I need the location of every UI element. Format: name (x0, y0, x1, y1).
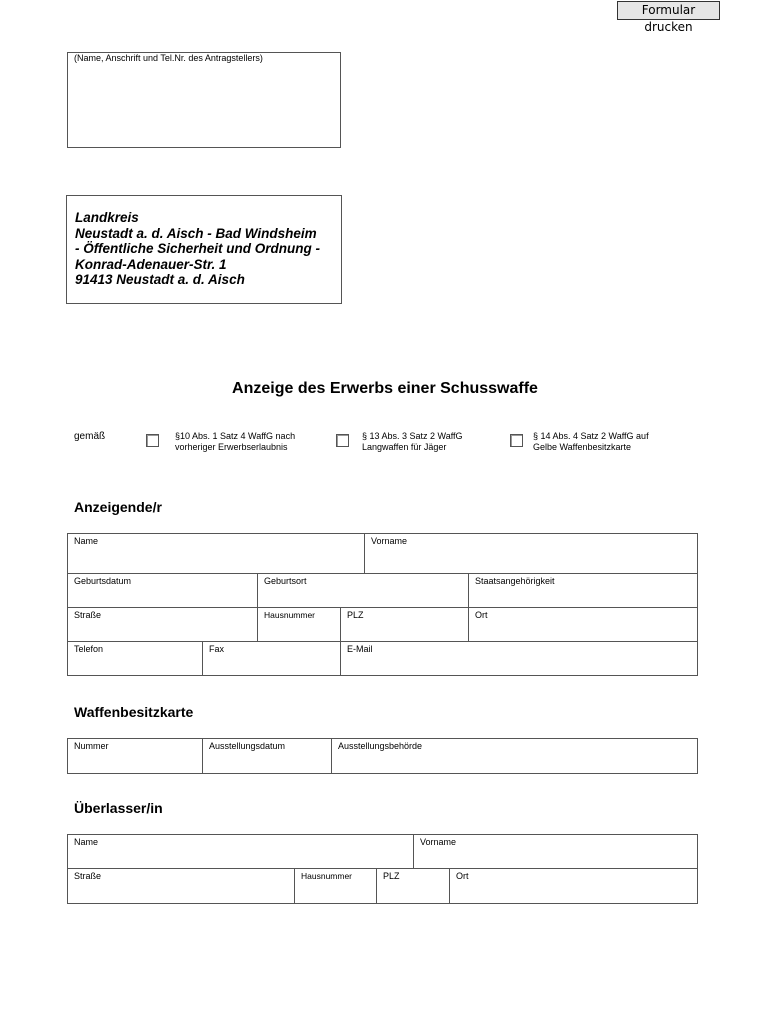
option-2-line-1: § 13 Abs. 3 Satz 2 WaffG (362, 431, 463, 441)
field-vorname-label: Vorname (371, 536, 408, 546)
field-plz-label: PLZ (347, 610, 364, 620)
address-line-2: Neustadt a. d. Aisch - Bad Windsheim (75, 225, 317, 241)
form-title: Anzeige des Erwerbs einer Schusswaffe (232, 380, 538, 397)
field-ueberlasser-strasse-label: Straße (74, 871, 102, 881)
option-1-line-2: vorheriger Erwerbserlaubnis (175, 442, 288, 452)
option-1-line-1: §10 Abs. 1 Satz 4 WaffG nach (175, 431, 296, 441)
field-wbk-nummer-label: Nummer (74, 741, 109, 751)
field-geburtsdatum-label: Geburtsdatum (74, 576, 132, 586)
option-1-text (175, 431, 295, 453)
anzeigender-table (67, 533, 698, 676)
address-line-1: Landkreis (75, 210, 139, 225)
option-2-line-2: Langwaffen für Jäger (362, 442, 447, 452)
field-ueberlasser-hausnummer-label: Hausnummer (301, 871, 353, 881)
field-plz[interactable] (341, 608, 469, 642)
field-ort-label: Ort (475, 610, 488, 620)
field-email-label: E-Mail (347, 644, 373, 654)
applicant-box-label: (Name, Anschrift und Tel.Nr. des Antragstellers) (74, 53, 263, 63)
authority-address-box (66, 195, 342, 304)
field-hausnummer[interactable] (258, 608, 341, 642)
field-wbk-nummer[interactable] (68, 739, 203, 773)
section-heading-anzeigender: Anzeigende/r (74, 499, 162, 515)
field-staatsangehoerigkeit-label: Staatsangehörigkeit (475, 576, 555, 586)
field-strasse[interactable] (68, 608, 258, 642)
field-ueberlasser-vorname-label: Vorname (420, 837, 457, 847)
address-line-3: - Öffentliche Sicherheit und Ordnung - (75, 241, 321, 256)
section-heading-ueberlasser: Überlasser/in (74, 800, 163, 816)
field-geburtsort[interactable] (258, 574, 469, 608)
option-3-line-1: § 14 Abs. 4 Satz 2 WaffG auf (533, 431, 649, 441)
field-email[interactable] (341, 642, 697, 675)
field-name-label: Name (74, 536, 99, 546)
checkbox-option-1[interactable] (146, 434, 159, 447)
option-2-text (362, 431, 463, 453)
field-fax-label: Fax (209, 644, 225, 654)
field-ueberlasser-strasse[interactable] (68, 869, 295, 903)
field-staatsangehoerigkeit[interactable] (469, 574, 697, 608)
address-line-4: Konrad-Adenauer-Str. 1 (75, 256, 227, 272)
ueberlasser-table (67, 834, 698, 904)
field-ueberlasser-ort-label: Ort (456, 871, 469, 881)
field-ueberlasser-vorname[interactable] (414, 835, 697, 869)
field-ueberlasser-hausnummer[interactable] (295, 869, 377, 903)
field-geburtsdatum[interactable] (68, 574, 258, 608)
field-telefon-label: Telefon (74, 644, 104, 654)
field-ueberlasser-name-label: Name (74, 837, 99, 847)
field-ueberlasser-ort[interactable] (450, 869, 697, 903)
field-ort[interactable] (469, 608, 697, 642)
field-telefon[interactable] (68, 642, 203, 675)
field-geburtsort-label: Geburtsort (264, 576, 307, 586)
basis-label: gemäß (74, 431, 106, 442)
applicant-box[interactable] (67, 52, 341, 148)
field-ueberlasser-name[interactable] (68, 835, 414, 869)
option-3-text (533, 431, 649, 453)
field-vorname[interactable] (365, 534, 697, 574)
field-wbk-ausstellungsbehoerde-label: Ausstellungsbehörde (338, 741, 423, 751)
field-strasse-label: Straße (74, 610, 102, 620)
checkbox-option-2[interactable] (336, 434, 349, 447)
field-name[interactable] (68, 534, 365, 574)
checkbox-option-3[interactable] (510, 434, 523, 447)
field-hausnummer-label: Hausnummer (264, 610, 316, 620)
section-heading-wbk: Waffenbesitzkarte (74, 704, 194, 720)
field-wbk-ausstellungsdatum-label: Ausstellungsdatum (209, 741, 286, 751)
field-wbk-ausstellungsdatum[interactable] (203, 739, 332, 773)
option-3-line-2: Gelbe Waffenbesitzkarte (533, 442, 632, 452)
field-ueberlasser-plz[interactable] (377, 869, 450, 903)
wbk-table (67, 738, 698, 774)
address-line-5: 91413 Neustadt a. d. Aisch (75, 272, 245, 287)
print-form-button[interactable]: Formular drucken (617, 1, 720, 20)
field-fax[interactable] (203, 642, 341, 675)
field-ueberlasser-plz-label: PLZ (383, 871, 400, 881)
field-wbk-ausstellungsbehoerde[interactable] (332, 739, 697, 773)
